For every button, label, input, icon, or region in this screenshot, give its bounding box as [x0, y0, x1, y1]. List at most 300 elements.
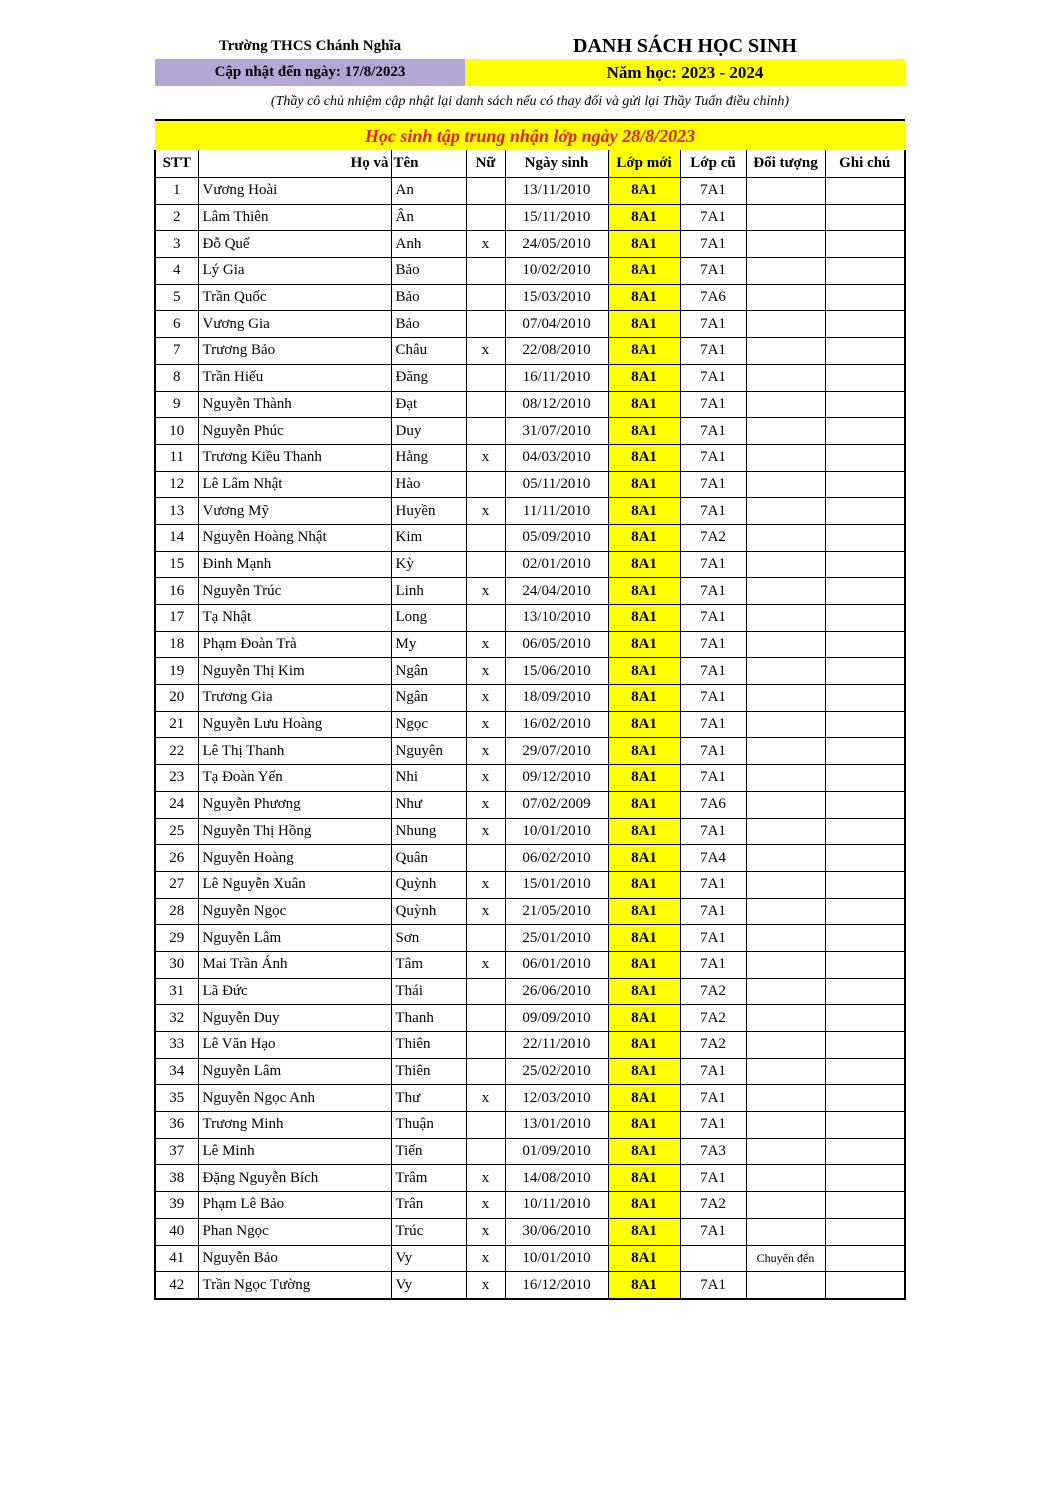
- female-cell: [466, 391, 505, 418]
- female-cell: x: [466, 444, 505, 471]
- dob-cell: 09/12/2010: [505, 765, 608, 792]
- old-class-cell: 7A1: [680, 364, 746, 391]
- last-name-cell: Trần Quốc: [198, 284, 391, 311]
- dob-cell: 25/02/2010: [505, 1058, 608, 1085]
- col-header-last-name: Họ và: [198, 150, 391, 178]
- last-name-cell: Lê Lâm Nhật: [198, 471, 391, 498]
- last-name-cell: Nguyễn Lâm: [198, 1058, 391, 1085]
- first-name-cell: Quỳnh: [391, 898, 466, 925]
- old-class-cell: 7A4: [680, 845, 746, 872]
- new-class-cell: 8A1: [608, 738, 680, 765]
- target-cell: [746, 871, 825, 898]
- last-name-cell: Lý Gia: [198, 258, 391, 285]
- dob-cell: 10/11/2010: [505, 1192, 608, 1219]
- old-class-cell: 7A6: [680, 791, 746, 818]
- table-row: [155, 1245, 905, 1272]
- female-cell: x: [466, 898, 505, 925]
- new-class-cell: 8A1: [608, 685, 680, 712]
- stt-cell: 42: [155, 1272, 198, 1299]
- new-class-cell: 8A1: [608, 711, 680, 738]
- stt-cell: 38: [155, 1165, 198, 1192]
- female-cell: [466, 925, 505, 952]
- old-class-cell: 7A1: [680, 1218, 746, 1245]
- note-cell: [825, 1005, 905, 1032]
- dob-cell: 24/04/2010: [505, 578, 608, 605]
- col-header-dob: Ngày sinh: [505, 150, 608, 178]
- table-row: [155, 898, 905, 925]
- old-class-cell: 7A1: [680, 658, 746, 685]
- target-cell: [746, 1005, 825, 1032]
- female-cell: [466, 178, 505, 205]
- stt-cell: 37: [155, 1138, 198, 1165]
- female-cell: [466, 524, 505, 551]
- female-cell: [466, 471, 505, 498]
- new-class-cell: 8A1: [608, 418, 680, 445]
- old-class-cell: 7A1: [680, 391, 746, 418]
- first-name-cell: An: [391, 178, 466, 205]
- last-name-cell: Nguyễn Trúc: [198, 578, 391, 605]
- note-cell: [825, 711, 905, 738]
- dob-cell: 18/09/2010: [505, 685, 608, 712]
- dob-cell: 14/08/2010: [505, 1165, 608, 1192]
- target-cell: [746, 444, 825, 471]
- new-class-cell: 8A1: [608, 1192, 680, 1219]
- note-cell: [825, 898, 905, 925]
- old-class-cell: 7A3: [680, 1138, 746, 1165]
- table-row: [155, 871, 905, 898]
- col-header-first-name: Tên: [391, 150, 466, 178]
- new-class-cell: 8A1: [608, 845, 680, 872]
- dob-cell: 05/11/2010: [505, 471, 608, 498]
- dob-cell: 15/01/2010: [505, 871, 608, 898]
- note-cell: [825, 658, 905, 685]
- note-cell: [825, 1165, 905, 1192]
- target-cell: [746, 418, 825, 445]
- first-name-cell: Châu: [391, 338, 466, 365]
- first-name-cell: Ngọc: [391, 711, 466, 738]
- target-cell: [746, 898, 825, 925]
- female-cell: x: [466, 1272, 505, 1299]
- stt-cell: 1: [155, 178, 198, 205]
- stt-cell: 22: [155, 738, 198, 765]
- target-cell: [746, 578, 825, 605]
- note-cell: [825, 178, 905, 205]
- table-row: [155, 418, 905, 445]
- dob-cell: 16/11/2010: [505, 364, 608, 391]
- last-name-cell: Nguyễn Ngọc Anh: [198, 1085, 391, 1112]
- first-name-cell: Bảo: [391, 258, 466, 285]
- last-name-cell: Đinh Mạnh: [198, 551, 391, 578]
- target-cell: [746, 818, 825, 845]
- last-name-cell: Nguyễn Lâm: [198, 925, 391, 952]
- old-class-cell: 7A1: [680, 1058, 746, 1085]
- target-cell: [746, 204, 825, 231]
- new-class-cell: 8A1: [608, 951, 680, 978]
- first-name-cell: Nguyên: [391, 738, 466, 765]
- dob-cell: 16/12/2010: [505, 1272, 608, 1299]
- stt-cell: 16: [155, 578, 198, 605]
- new-class-cell: 8A1: [608, 578, 680, 605]
- target-cell: [746, 951, 825, 978]
- note-cell: [825, 1192, 905, 1219]
- new-class-cell: 8A1: [608, 1218, 680, 1245]
- female-cell: x: [466, 791, 505, 818]
- last-name-cell: Lâm Thiên: [198, 204, 391, 231]
- target-cell: [746, 738, 825, 765]
- table-row: [155, 551, 905, 578]
- last-name-cell: Nguyễn Lưu Hoàng: [198, 711, 391, 738]
- old-class-cell: 7A1: [680, 765, 746, 792]
- target-cell: [746, 765, 825, 792]
- last-name-cell: Nguyễn Thị Hồng: [198, 818, 391, 845]
- stt-cell: 35: [155, 1085, 198, 1112]
- first-name-cell: Thiên: [391, 1032, 466, 1059]
- dob-cell: 15/11/2010: [505, 204, 608, 231]
- female-cell: x: [466, 738, 505, 765]
- old-class-cell: 7A2: [680, 524, 746, 551]
- target-cell: [746, 658, 825, 685]
- table-row: [155, 1032, 905, 1059]
- first-name-cell: Thiên: [391, 1058, 466, 1085]
- col-header-note: Ghi chú: [825, 150, 905, 178]
- last-name-cell: Đỗ Quế: [198, 231, 391, 258]
- stt-cell: 40: [155, 1218, 198, 1245]
- last-name-cell: Nguyễn Bảo: [198, 1245, 391, 1272]
- last-name-cell: Trương Bảo: [198, 338, 391, 365]
- female-cell: [466, 1058, 505, 1085]
- note-cell: [825, 204, 905, 231]
- female-cell: [466, 845, 505, 872]
- note-cell: [825, 1138, 905, 1165]
- last-name-cell: Đặng Nguyễn Bích: [198, 1165, 391, 1192]
- gathering-banner: Học sinh tập trung nhận lớp ngày 28/8/2023: [155, 119, 905, 150]
- table-row: [155, 791, 905, 818]
- first-name-cell: Trúc: [391, 1218, 466, 1245]
- table-row: [155, 284, 905, 311]
- note-cell: [825, 1218, 905, 1245]
- note-cell: [825, 685, 905, 712]
- new-class-cell: 8A1: [608, 1112, 680, 1139]
- target-cell: [746, 711, 825, 738]
- stt-cell: 9: [155, 391, 198, 418]
- old-class-cell: 7A2: [680, 1032, 746, 1059]
- new-class-cell: 8A1: [608, 605, 680, 632]
- table-row: [155, 658, 905, 685]
- target-cell: [746, 391, 825, 418]
- first-name-cell: Hằng: [391, 444, 466, 471]
- last-name-cell: Lê Thị Thanh: [198, 738, 391, 765]
- stt-cell: 7: [155, 338, 198, 365]
- note-cell: [825, 578, 905, 605]
- old-class-cell: 7A1: [680, 1112, 746, 1139]
- first-name-cell: Thanh: [391, 1005, 466, 1032]
- target-cell: [746, 791, 825, 818]
- note-cell: [825, 1032, 905, 1059]
- table-row: [155, 711, 905, 738]
- last-name-cell: Vương Gia: [198, 311, 391, 338]
- old-class-cell: 7A1: [680, 605, 746, 632]
- old-class-cell: 7A1: [680, 951, 746, 978]
- table-row: [155, 1138, 905, 1165]
- new-class-cell: 8A1: [608, 818, 680, 845]
- new-class-cell: 8A1: [608, 471, 680, 498]
- first-name-cell: Quân: [391, 845, 466, 872]
- female-cell: x: [466, 765, 505, 792]
- dob-cell: 13/01/2010: [505, 1112, 608, 1139]
- stt-cell: 36: [155, 1112, 198, 1139]
- table-row: [155, 338, 905, 365]
- target-cell: [746, 1192, 825, 1219]
- old-class-cell: 7A1: [680, 578, 746, 605]
- new-class-cell: 8A1: [608, 258, 680, 285]
- table-row: [155, 471, 905, 498]
- stt-cell: 5: [155, 284, 198, 311]
- table-row: [155, 1218, 905, 1245]
- new-class-cell: 8A1: [608, 978, 680, 1005]
- note-cell: [825, 1272, 905, 1299]
- new-class-cell: 8A1: [608, 791, 680, 818]
- first-name-cell: Như: [391, 791, 466, 818]
- female-cell: x: [466, 711, 505, 738]
- dob-cell: 11/11/2010: [505, 498, 608, 525]
- table-row: [155, 925, 905, 952]
- new-class-cell: 8A1: [608, 1005, 680, 1032]
- old-class-cell: 7A1: [680, 631, 746, 658]
- stt-cell: 17: [155, 605, 198, 632]
- old-class-cell: 7A1: [680, 898, 746, 925]
- female-cell: [466, 1005, 505, 1032]
- table-row: [155, 818, 905, 845]
- old-class-cell: 7A1: [680, 231, 746, 258]
- target-cell: [746, 338, 825, 365]
- stt-cell: 3: [155, 231, 198, 258]
- stt-cell: 14: [155, 524, 198, 551]
- old-class-cell: 7A1: [680, 1085, 746, 1112]
- table-header-row: [155, 150, 905, 178]
- table-row: [155, 1085, 905, 1112]
- last-name-cell: Nguyễn Phúc: [198, 418, 391, 445]
- first-name-cell: Linh: [391, 578, 466, 605]
- female-cell: x: [466, 1245, 505, 1272]
- table-row: [155, 978, 905, 1005]
- table-row: [155, 231, 905, 258]
- first-name-cell: Nhi: [391, 765, 466, 792]
- last-name-cell: Trương Kiều Thanh: [198, 444, 391, 471]
- new-class-cell: 8A1: [608, 178, 680, 205]
- dob-cell: 31/07/2010: [505, 418, 608, 445]
- old-class-cell: 7A2: [680, 978, 746, 1005]
- stt-cell: 10: [155, 418, 198, 445]
- dob-cell: 22/08/2010: [505, 338, 608, 365]
- old-class-cell: 7A1: [680, 471, 746, 498]
- stt-cell: 30: [155, 951, 198, 978]
- first-name-cell: Trâm: [391, 1165, 466, 1192]
- female-cell: [466, 418, 505, 445]
- old-class-cell: 7A1: [680, 925, 746, 952]
- new-class-cell: 8A1: [608, 658, 680, 685]
- old-class-cell: 7A2: [680, 1005, 746, 1032]
- stt-cell: 25: [155, 818, 198, 845]
- first-name-cell: Sơn: [391, 925, 466, 952]
- first-name-cell: Long: [391, 605, 466, 632]
- first-name-cell: Huyền: [391, 498, 466, 525]
- target-cell: [746, 925, 825, 952]
- last-name-cell: Nguyễn Hoàng Nhật: [198, 524, 391, 551]
- dob-cell: 01/09/2010: [505, 1138, 608, 1165]
- school-year: Năm học: 2023 - 2024: [465, 59, 905, 86]
- last-name-cell: Phạm Lê Bảo: [198, 1192, 391, 1219]
- first-name-cell: Tâm: [391, 951, 466, 978]
- first-name-cell: Vy: [391, 1245, 466, 1272]
- new-class-cell: 8A1: [608, 1138, 680, 1165]
- note-cell: [825, 951, 905, 978]
- female-cell: [466, 978, 505, 1005]
- new-class-cell: 8A1: [608, 498, 680, 525]
- old-class-cell: 7A1: [680, 818, 746, 845]
- col-header-new-class: Lớp mới: [608, 150, 680, 178]
- new-class-cell: 8A1: [608, 284, 680, 311]
- table-row: [155, 845, 905, 872]
- note-cell: [825, 978, 905, 1005]
- stt-cell: 24: [155, 791, 198, 818]
- table-row: [155, 1165, 905, 1192]
- target-cell: [746, 1272, 825, 1299]
- note-cell: [825, 231, 905, 258]
- dob-cell: 04/03/2010: [505, 444, 608, 471]
- target-cell: [746, 231, 825, 258]
- old-class-cell: 7A1: [680, 685, 746, 712]
- table-row: [155, 204, 905, 231]
- target-cell: [746, 1085, 825, 1112]
- old-class-cell: 7A1: [680, 498, 746, 525]
- note-cell: [825, 871, 905, 898]
- first-name-cell: Duy: [391, 418, 466, 445]
- note-cell: [825, 845, 905, 872]
- note-cell: [825, 551, 905, 578]
- dob-cell: 06/05/2010: [505, 631, 608, 658]
- dob-cell: 13/10/2010: [505, 605, 608, 632]
- first-name-cell: Hào: [391, 471, 466, 498]
- target-cell: [746, 605, 825, 632]
- note-cell: [825, 418, 905, 445]
- stt-cell: 39: [155, 1192, 198, 1219]
- table-row: [155, 605, 905, 632]
- table-row: [155, 258, 905, 285]
- target-cell: [746, 685, 825, 712]
- note-cell: [825, 1085, 905, 1112]
- dob-cell: 24/05/2010: [505, 231, 608, 258]
- first-name-cell: Kỳ: [391, 551, 466, 578]
- dob-cell: 08/12/2010: [505, 391, 608, 418]
- note-cell: [825, 631, 905, 658]
- new-class-cell: 8A1: [608, 1032, 680, 1059]
- new-class-cell: 8A1: [608, 364, 680, 391]
- note-cell: [825, 1245, 905, 1272]
- table-row: [155, 364, 905, 391]
- note-cell: [825, 498, 905, 525]
- female-cell: [466, 1032, 505, 1059]
- first-name-cell: Quỳnh: [391, 871, 466, 898]
- stt-cell: 31: [155, 978, 198, 1005]
- last-name-cell: Trương Gia: [198, 685, 391, 712]
- first-name-cell: Ngân: [391, 658, 466, 685]
- dob-cell: 30/06/2010: [505, 1218, 608, 1245]
- old-class-cell: 7A1: [680, 258, 746, 285]
- new-class-cell: 8A1: [608, 338, 680, 365]
- stt-cell: 34: [155, 1058, 198, 1085]
- stt-cell: 15: [155, 551, 198, 578]
- target-cell: [746, 498, 825, 525]
- table-row: [155, 765, 905, 792]
- target-cell: [746, 364, 825, 391]
- dob-cell: 07/04/2010: [505, 311, 608, 338]
- new-class-cell: 8A1: [608, 1272, 680, 1299]
- table-row: [155, 391, 905, 418]
- note-cell: [825, 471, 905, 498]
- dob-cell: 02/01/2010: [505, 551, 608, 578]
- table-row: [155, 1272, 905, 1299]
- stt-cell: 27: [155, 871, 198, 898]
- female-cell: [466, 605, 505, 632]
- note-cell: [825, 738, 905, 765]
- female-cell: x: [466, 1165, 505, 1192]
- note-cell: [825, 311, 905, 338]
- last-name-cell: Nguyễn Phương: [198, 791, 391, 818]
- new-class-cell: 8A1: [608, 925, 680, 952]
- old-class-cell: 7A1: [680, 204, 746, 231]
- last-name-cell: Trương Minh: [198, 1112, 391, 1139]
- note-cell: [825, 524, 905, 551]
- table-row: [155, 578, 905, 605]
- target-cell: [746, 978, 825, 1005]
- target-cell: [746, 845, 825, 872]
- old-class-cell: 7A1: [680, 338, 746, 365]
- note-cell: [825, 338, 905, 365]
- first-name-cell: Bảo: [391, 284, 466, 311]
- stt-cell: 33: [155, 1032, 198, 1059]
- female-cell: x: [466, 818, 505, 845]
- first-name-cell: Kim: [391, 524, 466, 551]
- female-cell: x: [466, 631, 505, 658]
- table-row: [155, 1112, 905, 1139]
- table-row: [155, 178, 905, 205]
- first-name-cell: Đạt: [391, 391, 466, 418]
- table-row: [155, 524, 905, 551]
- new-class-cell: 8A1: [608, 391, 680, 418]
- female-cell: [466, 258, 505, 285]
- new-class-cell: 8A1: [608, 204, 680, 231]
- last-name-cell: Lê Nguyễn Xuân: [198, 871, 391, 898]
- table-row: [155, 685, 905, 712]
- note-cell: [825, 1112, 905, 1139]
- stt-cell: 28: [155, 898, 198, 925]
- last-name-cell: Tạ Đoàn Yến: [198, 765, 391, 792]
- stt-cell: 23: [155, 765, 198, 792]
- first-name-cell: Đăng: [391, 364, 466, 391]
- first-name-cell: Ngân: [391, 685, 466, 712]
- last-name-cell: Tạ Nhật: [198, 605, 391, 632]
- female-cell: [466, 551, 505, 578]
- note-cell: [825, 258, 905, 285]
- old-class-cell: 7A1: [680, 711, 746, 738]
- target-cell: [746, 471, 825, 498]
- first-name-cell: Anh: [391, 231, 466, 258]
- first-name-cell: Thái: [391, 978, 466, 1005]
- female-cell: [466, 311, 505, 338]
- female-cell: x: [466, 1218, 505, 1245]
- first-name-cell: Vy: [391, 1272, 466, 1299]
- female-cell: x: [466, 498, 505, 525]
